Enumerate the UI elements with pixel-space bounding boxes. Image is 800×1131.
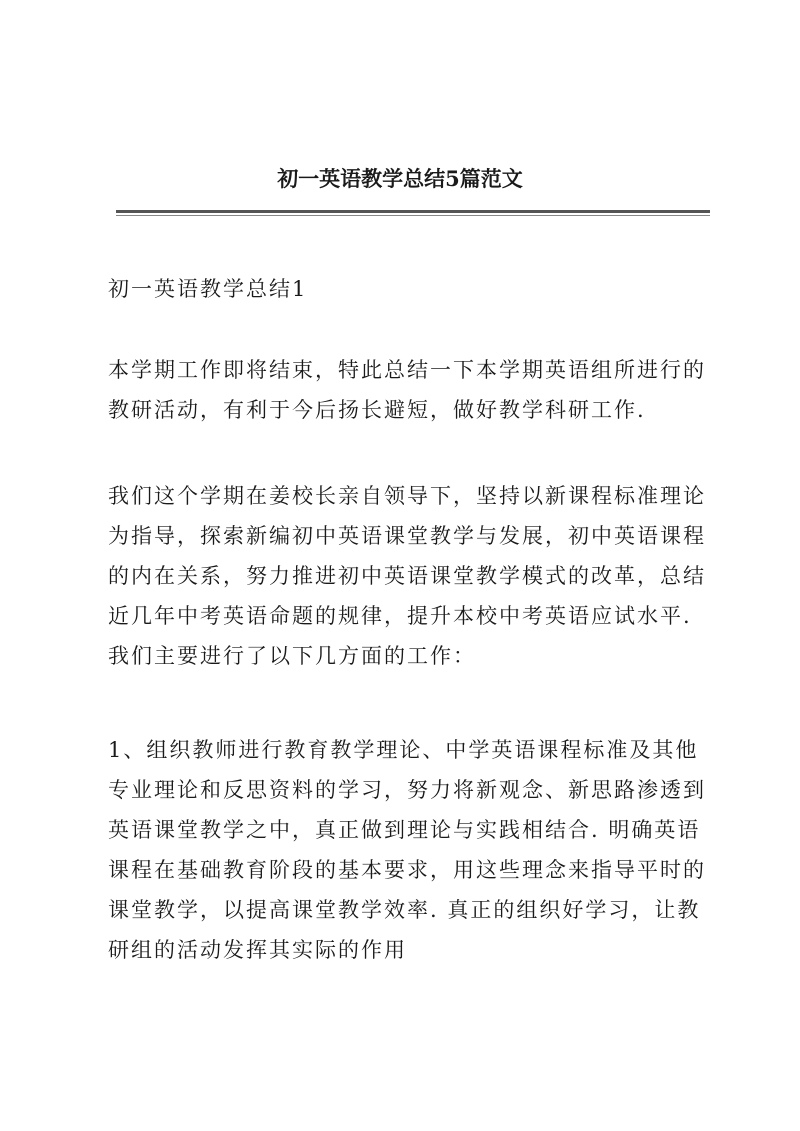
paragraph-1: 本学期工作即将结束，特此总结一下本学期英语组所进行的教研活动，有利于今后扬长避短，做好教学科研工作.: [108, 358, 706, 422]
paragraph-3: 1、组织教师进行教育教学理论、中学英语课程标准及其他专业理论和反思资料的学习，努力将新观念、新思路渗透到英语课堂教学之中，真正做到理论与实践相结合. 明确英语课程在基础教育阶段的基本要求，用这些理念来指导平时的课堂教学，以提高课堂教学效率. 真正的组织好学习，让教研组的活动发挥其实际的作用: [108, 738, 706, 962]
section-heading: 初一英语教学总结1: [108, 277, 308, 301]
title-divider-thin: [116, 215, 710, 216]
title-divider-thick: [116, 210, 710, 213]
document-title: 初一英语教学总结5篇范文: [277, 166, 523, 191]
paragraph-2: 我们这个学期在姜校长亲自领导下，坚持以新课程标准理论为指导，探索新编初中英语课堂教学与发展，初中英语课程的内在关系，努力推进初中英语课堂教学模式的改革，总结近几年中考英语命题的规律，提升本校中考英语应试水平. 我们主要进行了以下几方面的工作：: [108, 484, 706, 668]
